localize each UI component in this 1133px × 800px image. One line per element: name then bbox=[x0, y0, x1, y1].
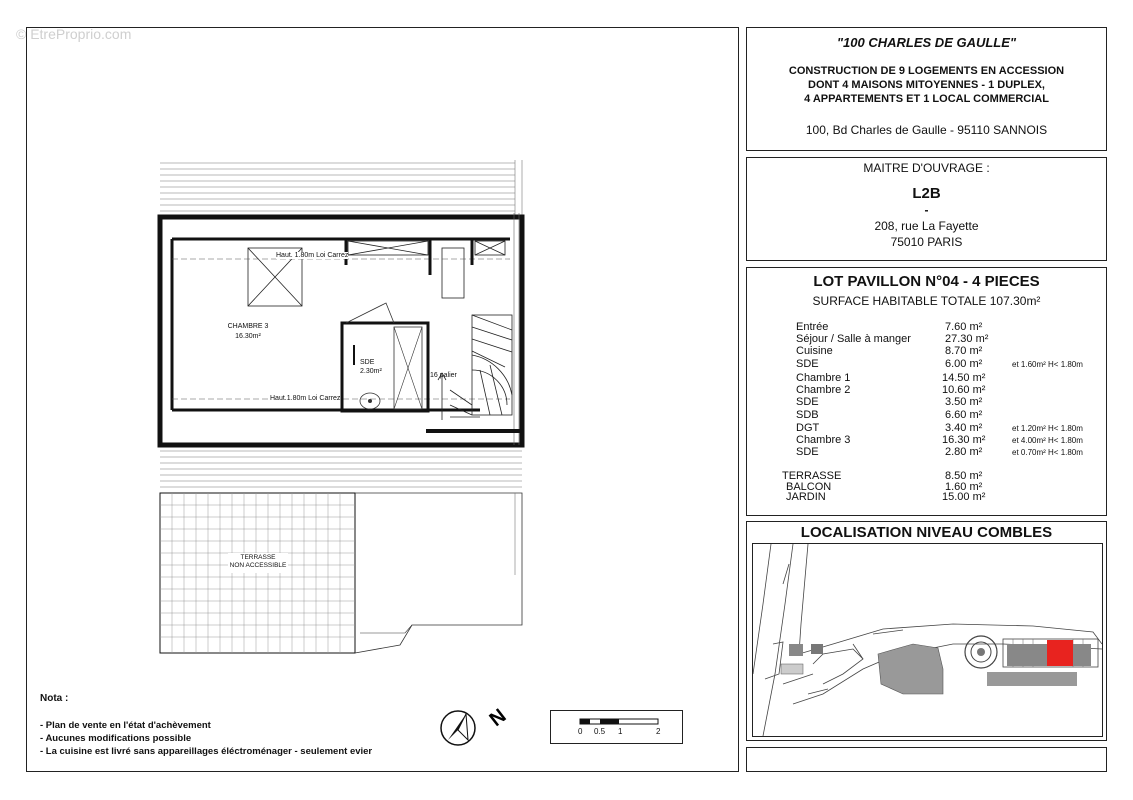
lot-title: LOT PAVILLON N°04 - 4 PIECES bbox=[813, 273, 1040, 290]
room-label-chambre3 bbox=[218, 322, 278, 342]
room-row: Chambre 3 bbox=[796, 434, 851, 446]
room-area: 27.30 m² bbox=[945, 333, 989, 345]
sde-area: 2.30m² bbox=[360, 368, 382, 375]
roof-hatch-top bbox=[160, 160, 522, 215]
room-area: 6.60 m² bbox=[945, 409, 983, 421]
room-row: SDE bbox=[796, 446, 819, 458]
room-area: 8.70 m² bbox=[945, 345, 983, 357]
owner-city: 75010 PARIS bbox=[890, 235, 963, 249]
surface-label: SURFACE HABITABLE TOTALE bbox=[812, 294, 987, 308]
notes-title: Nota : bbox=[40, 693, 69, 704]
room-row: DGT bbox=[796, 422, 820, 434]
owner-label: MAITRE D'OUVRAGE : bbox=[863, 161, 990, 175]
watermark: © EtreProprio.com bbox=[16, 26, 132, 42]
room-area: 3.50 m² bbox=[945, 396, 983, 408]
scale-tick-05: 0.5 bbox=[594, 727, 606, 736]
room-area: 2.80 m² bbox=[945, 446, 983, 458]
terrace-outline bbox=[355, 493, 522, 653]
exterior-area: 1.60 m² bbox=[945, 481, 983, 493]
project-desc-2: DONT 4 MAISONS MITOYENNES - 1 DUPLEX, bbox=[808, 79, 1045, 91]
room-note: et 0.70m² H< 1.80m bbox=[1012, 448, 1083, 457]
room-note: et 4.00m² H< 1.80m bbox=[1012, 436, 1083, 445]
room-label-sde bbox=[360, 358, 382, 376]
room-note: et 1.20m² H< 1.80m bbox=[1012, 424, 1083, 433]
neighbour-unit bbox=[1073, 644, 1091, 666]
room-area: 14.50 m² bbox=[942, 372, 986, 384]
palier-label: 16 palier bbox=[430, 372, 457, 379]
room-row: SDE bbox=[796, 396, 819, 408]
height-label-top: Haut. 1.80m Loi Carrez bbox=[276, 252, 349, 259]
exterior-area: 8.50 m² bbox=[945, 470, 983, 482]
room-name: CHAMBRE 3 bbox=[227, 323, 269, 330]
project-desc-3: 4 APPARTEMENTS ET 1 LOCAL COMMERCIAL bbox=[804, 93, 1049, 105]
sde-name: SDE bbox=[360, 359, 375, 366]
highlighted-lot bbox=[1047, 640, 1073, 666]
room-row: Entrée bbox=[796, 321, 829, 333]
terrace-label bbox=[218, 554, 298, 570]
scale-tick-1: 1 bbox=[618, 727, 623, 736]
scale-tick-2: 2 bbox=[656, 727, 661, 736]
terrace-name: TERRASSE bbox=[240, 554, 276, 561]
room-row: SDB bbox=[796, 409, 819, 421]
floor-plan bbox=[150, 155, 530, 670]
room-area: 3.40 m² bbox=[945, 422, 983, 434]
surface-total bbox=[746, 294, 1107, 308]
neighbour-building bbox=[878, 644, 943, 694]
scale-bar bbox=[578, 716, 662, 726]
surface-value: 107.30m² bbox=[989, 294, 1041, 308]
footer-box bbox=[746, 747, 1107, 772]
note-item: - La cuisine est livré sans appareillages éléctroménager - seulement evier bbox=[40, 746, 373, 757]
project-address: 100, Bd Charles de Gaulle - 95110 SANNOIS bbox=[805, 123, 1048, 137]
room-row: Cuisine bbox=[796, 345, 833, 357]
exterior-row: TERRASSE bbox=[782, 470, 842, 482]
owner-street: 208, rue La Fayette bbox=[874, 219, 979, 233]
north-arrow-icon bbox=[436, 700, 526, 755]
neighbour-unit bbox=[1007, 644, 1047, 666]
exterior-area: 15.00 m² bbox=[942, 491, 986, 503]
owner-dash: - bbox=[924, 203, 929, 217]
room-note: et 1.60m² H< 1.80m bbox=[1012, 360, 1083, 369]
north-letter: N bbox=[485, 704, 511, 732]
sde-room bbox=[342, 323, 428, 411]
room-area: 16.30 m² bbox=[942, 434, 986, 446]
room-row: Séjour / Salle à manger bbox=[796, 333, 911, 345]
terrace-status: NON ACCESSIBLE bbox=[229, 562, 287, 569]
height-label-bottom: Haut.1.80m Loi Carrez bbox=[270, 395, 341, 402]
location-map bbox=[753, 544, 1102, 736]
project-desc-1: CONSTRUCTION DE 9 LOGEMENTS EN ACCESSION bbox=[788, 65, 1065, 77]
owner-name: L2B bbox=[912, 185, 941, 202]
note-item: - Aucunes modifications possible bbox=[40, 733, 192, 744]
room-row: Chambre 1 bbox=[796, 372, 851, 384]
location-title: LOCALISATION NIVEAU COMBLES bbox=[800, 524, 1053, 541]
room-area: 16.30m² bbox=[235, 333, 261, 340]
room-row: SDE bbox=[796, 358, 819, 370]
staircase bbox=[438, 315, 512, 420]
velux-windows bbox=[248, 241, 505, 306]
note-item: - Plan de vente en l'état d'achèvement bbox=[40, 720, 211, 731]
room-area: 6.00 m² bbox=[945, 358, 983, 370]
exterior-row: BALCON bbox=[786, 481, 832, 493]
room-area: 7.60 m² bbox=[945, 321, 983, 333]
project-name: "100 CHARLES DE GAULLE" bbox=[836, 35, 1017, 50]
room-area: 10.60 m² bbox=[942, 384, 986, 396]
room-row: Chambre 2 bbox=[796, 384, 851, 396]
exterior-row: JARDIN bbox=[786, 491, 826, 503]
scale-tick-0: 0 bbox=[578, 727, 583, 736]
